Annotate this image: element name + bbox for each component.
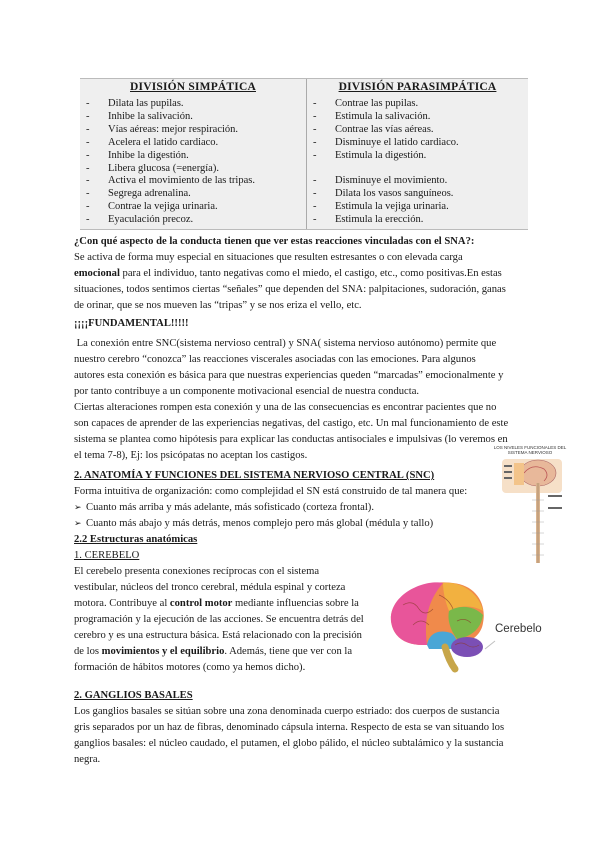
ganglios-line: Los ganglios basales se sitúan sobre una zona denominada cuerpo estriado: dos cuerpos de sustancia bbox=[74, 706, 500, 717]
snc-intro: Forma intuitiva de organización: como complejidad el SN está construido de tal manera que: bbox=[74, 486, 468, 497]
parasympathetic-item bbox=[309, 163, 526, 176]
sympathetic-item: - Eyaculación precoz. bbox=[82, 214, 304, 227]
parasympathetic-item: - Disminuye el latido cardiaco. bbox=[309, 137, 526, 150]
table-header-parasympathetic: DIVISIÓN PARASIMPÁTICA bbox=[338, 81, 497, 93]
cerebelo-line: programación y la ejecución de las acciones. Se encuentra detrás del bbox=[74, 614, 364, 625]
fundamental-line: son capaces de aprender de las experiencias negativas, del castigo, etc. Un mal funcionamiento de este bbox=[74, 418, 509, 429]
emphasis: movimientos y el equilibrio bbox=[101, 646, 225, 657]
table-divider bbox=[306, 79, 307, 229]
sympathetic-item: - Inhibe la digestión. bbox=[82, 150, 304, 163]
question-line bbox=[74, 266, 574, 282]
parasympathetic-item: - Estimula la vejiga urinaria. bbox=[309, 201, 526, 214]
sympathetic-item: - Activa el movimiento de las tripas. bbox=[82, 175, 304, 188]
sympathetic-item: - Vías aéreas: mejor respiración. bbox=[82, 124, 304, 137]
text: . Además, tiene que ver con la bbox=[224, 646, 353, 657]
cerebelo-line: vestibular, núcleos del tronco cerebral, médula espinal y corteza bbox=[74, 582, 346, 593]
fundamental-title: ¡¡¡¡FUNDAMENTAL!!!!! bbox=[74, 318, 189, 329]
sympathetic-item: - Contrae la vejiga urinaria. bbox=[82, 201, 304, 214]
emphasis: emocional bbox=[74, 268, 120, 279]
parasympathetic-item: - Disminuye el movimiento. bbox=[309, 175, 526, 188]
parasympathetic-item: - Dilata los vasos sanguíneos. bbox=[309, 188, 526, 201]
cerebelo-label: Cerebelo bbox=[495, 623, 542, 635]
question-line: de orinar, que se nos mueven las “tripas” y se nos eriza el vello, etc. bbox=[74, 300, 362, 311]
question-title: ¿Con qué aspecto de la conducta tienen que ver estas reacciones vinculadas con el SNA?: bbox=[74, 236, 475, 247]
figure-caption: LOS NIVELES FUNCIONALES DEL SISTEMA NERVIOSO bbox=[493, 445, 567, 455]
sympathetic-item: - Libera glucosa (=energía). bbox=[82, 163, 304, 176]
ganglios-line: gris separados por un haz de fibras, denominado cápsula interna. Respecto de esta se van situando los bbox=[74, 722, 505, 733]
fundamental-line: nuestro cerebro “conozca” las reacciones viscerales asociadas con las emociones. Para algunos bbox=[74, 354, 476, 365]
text: mediante influencias sobre la bbox=[232, 598, 359, 609]
text: de los bbox=[74, 646, 102, 657]
cerebelo-line: cerebro y es una estructura básica. Está relacionado con la precisión bbox=[74, 630, 362, 641]
ganglios-line: negra. bbox=[74, 754, 101, 765]
question-section bbox=[74, 234, 574, 314]
ganglios-section bbox=[74, 688, 579, 768]
snc-bullet: ➢ Cuanto más abajo y más detrás, menos complejo pero más global (médula y tallo) bbox=[74, 516, 494, 532]
snc-bullet: ➢ Cuanto más arriba y más adelante, más sofisticado (corteza frontal). bbox=[74, 500, 494, 516]
sympathetic-item: - Segrega adrenalina. bbox=[82, 188, 304, 201]
fundamental-line: sistema se plantea como hipótesis para explicar las conductas antisociales e impulsivas (lo veremos en bbox=[74, 434, 508, 445]
table-header-sympathetic: DIVISIÓN SIMPÁTICA bbox=[130, 81, 256, 93]
emphasis: control motor bbox=[169, 598, 233, 609]
fundamental-line: autores esta conexión es básica para que nuestras experiencias queden “marcadas” emocionalmente y bbox=[74, 370, 504, 381]
sympathetic-list bbox=[82, 98, 304, 227]
question-line: Se activa de forma muy especial en situaciones que resulten estresantes o con elevada carga bbox=[74, 252, 463, 263]
text: para el individuo, tanto negativas como el miedo, el castigo, etc., como positivas.En estas bbox=[119, 268, 502, 279]
parasympathetic-list bbox=[309, 98, 526, 227]
comparison-table-image bbox=[80, 78, 528, 230]
text: motora. Contribuye al bbox=[74, 598, 170, 609]
parasympathetic-item: - Estimula la erección. bbox=[309, 214, 526, 227]
subsection-title: 2.2 Estructuras anatómicas bbox=[74, 534, 198, 545]
fundamental-line: el tema 7-8), Ej: los psicópatas no aceptan los castigos. bbox=[74, 450, 308, 461]
fundamental-line: La conexión entre SNC(sistema nervioso central) y SNA( sistema nervioso autónomo) permite que bbox=[74, 338, 497, 349]
parasympathetic-item: - Estimula la salivación. bbox=[309, 111, 526, 124]
fundamental-section bbox=[74, 316, 579, 464]
question-line: situaciones, todos sentimos ciertas “señales” que dependen del SNA: palpitaciones, sudoración, ganas bbox=[74, 284, 506, 295]
spinal-cord-icon bbox=[484, 445, 576, 565]
sympathetic-item: - Dilata las pupilas. bbox=[82, 98, 304, 111]
nervous-system-figure bbox=[484, 445, 576, 565]
cerebelo-title: 1. CEREBELO bbox=[74, 550, 140, 561]
brain-figure bbox=[383, 575, 557, 675]
cerebelo-line: formación de hábitos motores (como ya hemos dicho). bbox=[74, 662, 306, 673]
ganglios-title: 2. GANGLIOS BASALES bbox=[74, 690, 193, 701]
parasympathetic-item: - Contrae las vías aéreas. bbox=[309, 124, 526, 137]
parasympathetic-item: - Contrae las pupilas. bbox=[309, 98, 526, 111]
fundamental-line: por tanto contribuye a un componente motivacional esencial de nuestra conducta. bbox=[74, 386, 420, 397]
ganglios-line: ganglios basales: el núcleo caudado, el putamen, el globo pálido, el núcleo subtalámico y la sustancia bbox=[74, 738, 504, 749]
parasympathetic-item: - Estimula la digestión. bbox=[309, 150, 526, 163]
sympathetic-item: - Inhibe la salivación. bbox=[82, 111, 304, 124]
cerebelo-line: El cerebelo presenta conexiones recíprocas con el sistema bbox=[74, 566, 320, 577]
fundamental-line: Ciertas alteraciones rompen esta conexión y una de las consecuencias es encontrar pacientes que no bbox=[74, 402, 497, 413]
sympathetic-item: - Acelera el latido cardiaco. bbox=[82, 137, 304, 150]
snc-title: 2. ANATOMÍA Y FUNCIONES DEL SISTEMA NERVIOSO CENTRAL (SNC) bbox=[74, 470, 435, 481]
